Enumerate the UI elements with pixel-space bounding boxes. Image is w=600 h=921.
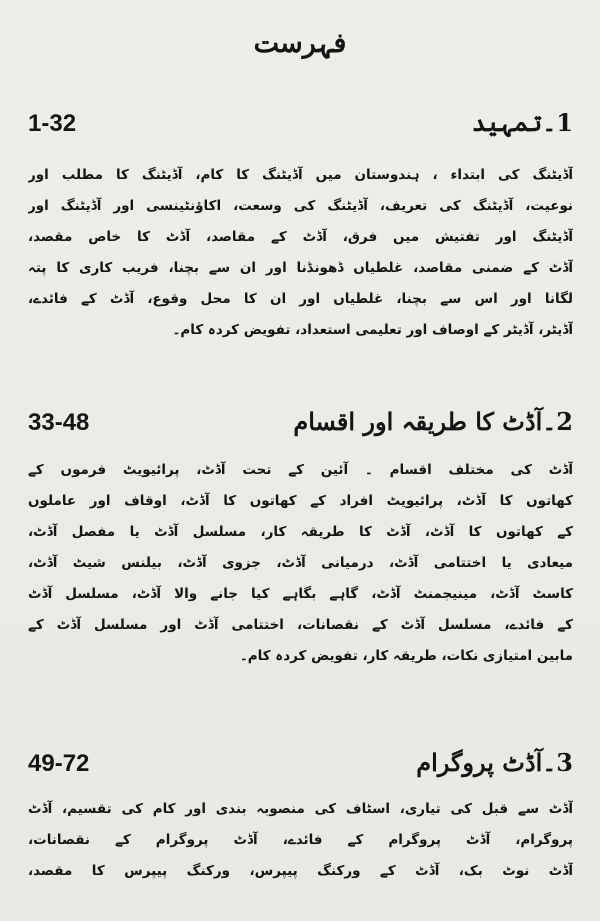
body-line: میعادی یا اختتامی آڈٹ، درمیانی آڈٹ، جزوی آڈٹ، بیلنس شیٹ آڈٹ،: [28, 555, 573, 571]
section-body: [28, 160, 573, 346]
body-line: آڈیٹنگ کی ابتداء ، ہندوستان میں آڈیٹنگ کا کام، آڈیٹنگ کا مطلب اور: [28, 167, 573, 183]
body-line: پروگرام، آڈٹ پروگرام کے فائدے، آڈٹ پروگرام کے نقصانات،: [28, 832, 573, 848]
body-line: لگانا اور اس سے بچنا، غلطیاں اور ان کا محل وقوع، آڈٹ کے فائدے،: [28, 291, 573, 307]
section-title: 2۔آڈٹ کا طریقہ اور اقسام: [293, 407, 573, 436]
section-heading: [28, 407, 573, 447]
section-title: 3۔آڈٹ پروگرام: [416, 748, 573, 777]
body-line: نوعیت، آڈیٹنگ کی تعریف، آڈیٹنگ کی وسعت، اکاؤنٹینسی اور آڈیٹنگ اور: [28, 198, 573, 214]
body-line: کاسٹ آڈٹ، مینیجمنٹ آڈٹ، گاہے بگاہے کیا جانے والا آڈٹ، مسلسل آڈٹ: [28, 586, 573, 602]
section-body: [28, 794, 573, 887]
section-body: [28, 455, 573, 672]
body-line: آڈٹ کے ضمنی مقاصد، غلطیاں ڈھونڈنا اور ان سے بچنا، فریب کاری کا پتہ: [28, 260, 573, 276]
body-line: آڈٹ کی مختلف اقسام ۔ آئین کے تحت آڈٹ، پرائیویٹ فرموں کے: [28, 462, 573, 478]
body-line: مابین امتیازی نکات، طریقہ کار، تفویض کردہ کام۔: [239, 648, 573, 664]
section-heading: [28, 108, 573, 148]
section-title: 1۔تمہید: [471, 108, 573, 137]
section-heading: [28, 748, 573, 788]
page-range: 49-72: [28, 750, 90, 777]
body-line: کھاتوں کا آڈٹ، پرائیویٹ افراد کے کھاتوں کا آڈٹ، اوقاف اور عاملوں: [28, 493, 573, 509]
body-line: آڈٹ سے قبل کی تیاری، اسٹاف کی منصوبہ بندی اور کام کی تقسیم، آڈٹ: [28, 801, 573, 817]
page-title: فہرست: [253, 28, 347, 59]
body-line: کے فائدے، مسلسل آڈٹ کے نقصانات، اختتامی آڈٹ اور مسلسل آڈٹ کے: [28, 617, 573, 633]
page-range: 33-48: [28, 409, 90, 436]
body-line: کے کھاتوں کا آڈٹ، آڈٹ کا طریقہ کار، مسلسل آڈٹ یا مفصل آڈٹ،: [28, 524, 573, 540]
page-range: 1-32: [28, 110, 77, 137]
body-line: آڈٹ نوٹ بک، آڈٹ کے ورکنگ پیپرس، ورکنگ پیپرس کا مقصد،: [28, 863, 573, 879]
body-line: آڈیٹنگ اور تفتیش میں فرق، آڈٹ کے مقاصد، آڈٹ کا خاص مقصد،: [28, 229, 573, 245]
body-line: آڈیٹر، آڈیٹر کے اوصاف اور تعلیمی استعداد، تفویض کردہ کام۔: [172, 322, 573, 338]
